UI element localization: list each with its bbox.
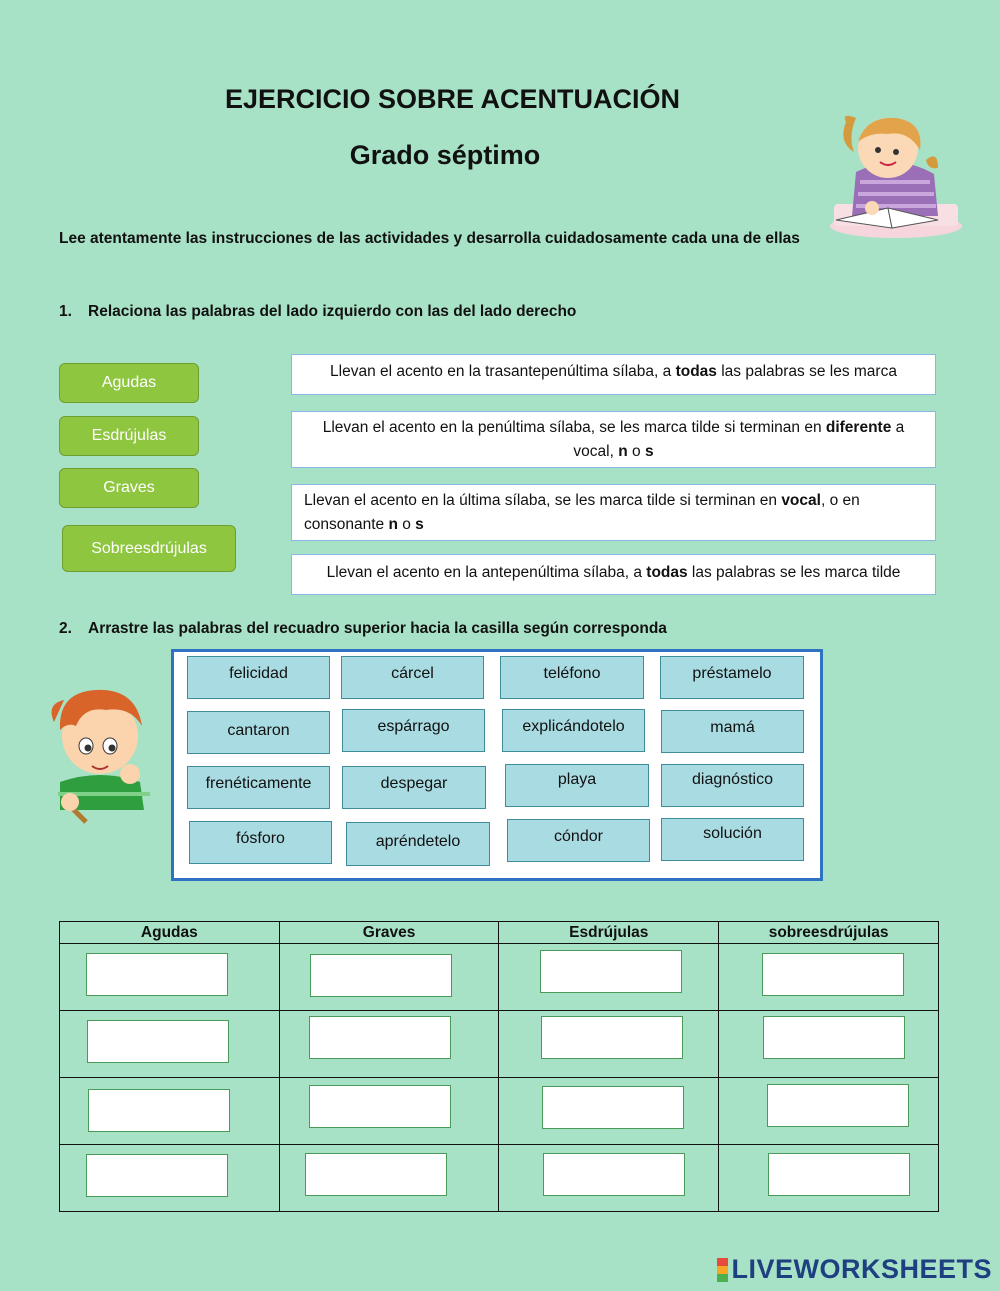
draggable-word[interactable]: cóndor — [507, 819, 650, 862]
drop-slot[interactable] — [86, 953, 228, 996]
table-cell — [279, 1011, 499, 1078]
drop-slot[interactable] — [305, 1153, 447, 1196]
draggable-word[interactable]: frenéticamente — [187, 766, 330, 809]
drop-slot[interactable] — [309, 1016, 451, 1059]
girl-reading-illustration — [826, 112, 966, 240]
draggable-word[interactable]: teléfono — [500, 656, 644, 699]
boy-thinking-illustration — [40, 682, 160, 824]
table-cell — [719, 1078, 939, 1145]
definition-emphasis: n — [618, 443, 628, 460]
drop-slot[interactable] — [762, 953, 904, 996]
definition-emphasis: vocal — [781, 492, 821, 509]
drop-slot[interactable] — [768, 1153, 910, 1196]
table-cell — [60, 1078, 280, 1145]
activity1-prompt: Relaciona las palabras del lado izquierdo con las del lado derecho — [88, 303, 577, 320]
draggable-word[interactable]: apréndetelo — [346, 822, 490, 866]
logo-block — [717, 1258, 728, 1266]
draggable-word[interactable]: solución — [661, 818, 804, 861]
draggable-word[interactable]: despegar — [342, 766, 486, 809]
drop-slot[interactable] — [310, 954, 452, 997]
logo-mark-icon — [717, 1258, 728, 1282]
table-cell — [499, 944, 719, 1011]
column-header-esdrujulas: Esdrújulas — [499, 922, 719, 944]
draggable-word[interactable]: diagnóstico — [661, 764, 804, 807]
draggable-word[interactable]: playa — [505, 764, 649, 807]
activity1-heading — [59, 303, 576, 321]
page-subtitle: Grado séptimo — [349, 140, 541, 170]
logo-block — [717, 1266, 728, 1274]
table-cell — [499, 1078, 719, 1145]
draggable-word[interactable]: cárcel — [341, 656, 484, 699]
drop-slot[interactable] — [86, 1154, 228, 1197]
logo-block — [717, 1274, 728, 1282]
table-cell — [719, 1145, 939, 1212]
column-header-agudas: Agudas — [60, 922, 280, 944]
table-cell — [279, 944, 499, 1011]
definition-text: Llevan el acento en la última sílaba, se les marca tilde si terminan en — [304, 492, 782, 509]
draggable-word[interactable]: espárrago — [342, 709, 485, 752]
table-cell — [279, 1145, 499, 1212]
match-option-esdrujulas[interactable]: Esdrújulas — [59, 416, 199, 456]
definition-emphasis: diferente — [825, 419, 892, 436]
definition-text: Llevan el acento en la antepenúltima sílaba, a — [326, 564, 647, 581]
definition-text: o — [627, 443, 645, 460]
table-cell — [499, 1011, 719, 1078]
table-cell — [60, 944, 280, 1011]
logo-text: LIVEWORKSHEETS — [731, 1254, 992, 1284]
match-option-agudas[interactable]: Agudas — [59, 363, 199, 403]
table-cell — [279, 1078, 499, 1145]
match-option-sobreesdrujulas[interactable]: Sobreesdrújulas — [62, 525, 236, 572]
drop-slot[interactable] — [541, 1016, 683, 1059]
definition-text: o — [397, 516, 416, 533]
match-target-definition[interactable] — [291, 554, 936, 595]
definition-emphasis: todas — [646, 564, 688, 581]
column-header-graves: Graves — [279, 922, 499, 944]
activity2-number: 2. — [59, 620, 72, 637]
table-cell — [719, 944, 939, 1011]
definition-emphasis: n — [388, 516, 398, 533]
definition-text: Llevan el acento en la trasantepenúltima sílaba, a — [330, 363, 676, 380]
drop-slot[interactable] — [543, 1153, 685, 1196]
page-title: EJERCICIO SOBRE ACENTUACIÓN — [224, 84, 681, 114]
definition-text: las palabras se les marca tilde — [687, 564, 901, 581]
draggable-word[interactable]: explicándotelo — [502, 709, 645, 752]
definition-emphasis: todas — [675, 363, 717, 380]
definition-text: las palabras se les marca — [716, 363, 897, 380]
activity1-number: 1. — [59, 303, 72, 320]
drop-slot[interactable] — [309, 1085, 451, 1128]
drop-slot[interactable] — [540, 950, 682, 993]
draggable-word[interactable]: cantaron — [187, 711, 330, 754]
draggable-word[interactable]: fósforo — [189, 821, 332, 864]
match-target-definition[interactable] — [291, 411, 936, 468]
definition-emphasis: s — [415, 516, 424, 533]
drop-slot[interactable] — [542, 1086, 684, 1129]
match-target-definition[interactable] — [291, 484, 936, 541]
answer-table — [59, 921, 939, 1212]
drop-slot[interactable] — [763, 1016, 905, 1059]
definition-text: , o en consonante — [304, 492, 860, 533]
match-target-definition[interactable] — [291, 354, 936, 395]
draggable-word[interactable]: mamá — [661, 710, 804, 753]
drop-slot[interactable] — [87, 1020, 229, 1063]
definition-text: Llevan el acento en la penúltima sílaba, se les marca tilde si terminan en — [322, 419, 826, 436]
column-header-sobreesdrujulas: sobreesdrújulas — [719, 922, 939, 944]
word-bank — [171, 649, 823, 881]
definition-emphasis: s — [644, 443, 654, 460]
instructions-text: Lee atentamente las instrucciones de las actividades y desarrolla cuidadosamente cada una de ellas — [59, 230, 800, 247]
table-cell — [60, 1145, 280, 1212]
definition-text: a vocal, — [573, 419, 905, 460]
drop-slot[interactable] — [767, 1084, 909, 1127]
match-option-graves[interactable]: Graves — [59, 468, 199, 508]
drop-slot[interactable] — [88, 1089, 230, 1132]
activity2-prompt: Arrastre las palabras del recuadro superior hacia la casilla según corresponda — [88, 620, 667, 637]
liveworksheets-logo — [717, 1254, 992, 1285]
table-cell — [499, 1145, 719, 1212]
draggable-word[interactable]: felicidad — [187, 656, 330, 699]
table-cell — [719, 1011, 939, 1078]
draggable-word[interactable]: préstamelo — [660, 656, 804, 699]
table-cell — [60, 1011, 280, 1078]
activity2-heading — [59, 620, 667, 638]
